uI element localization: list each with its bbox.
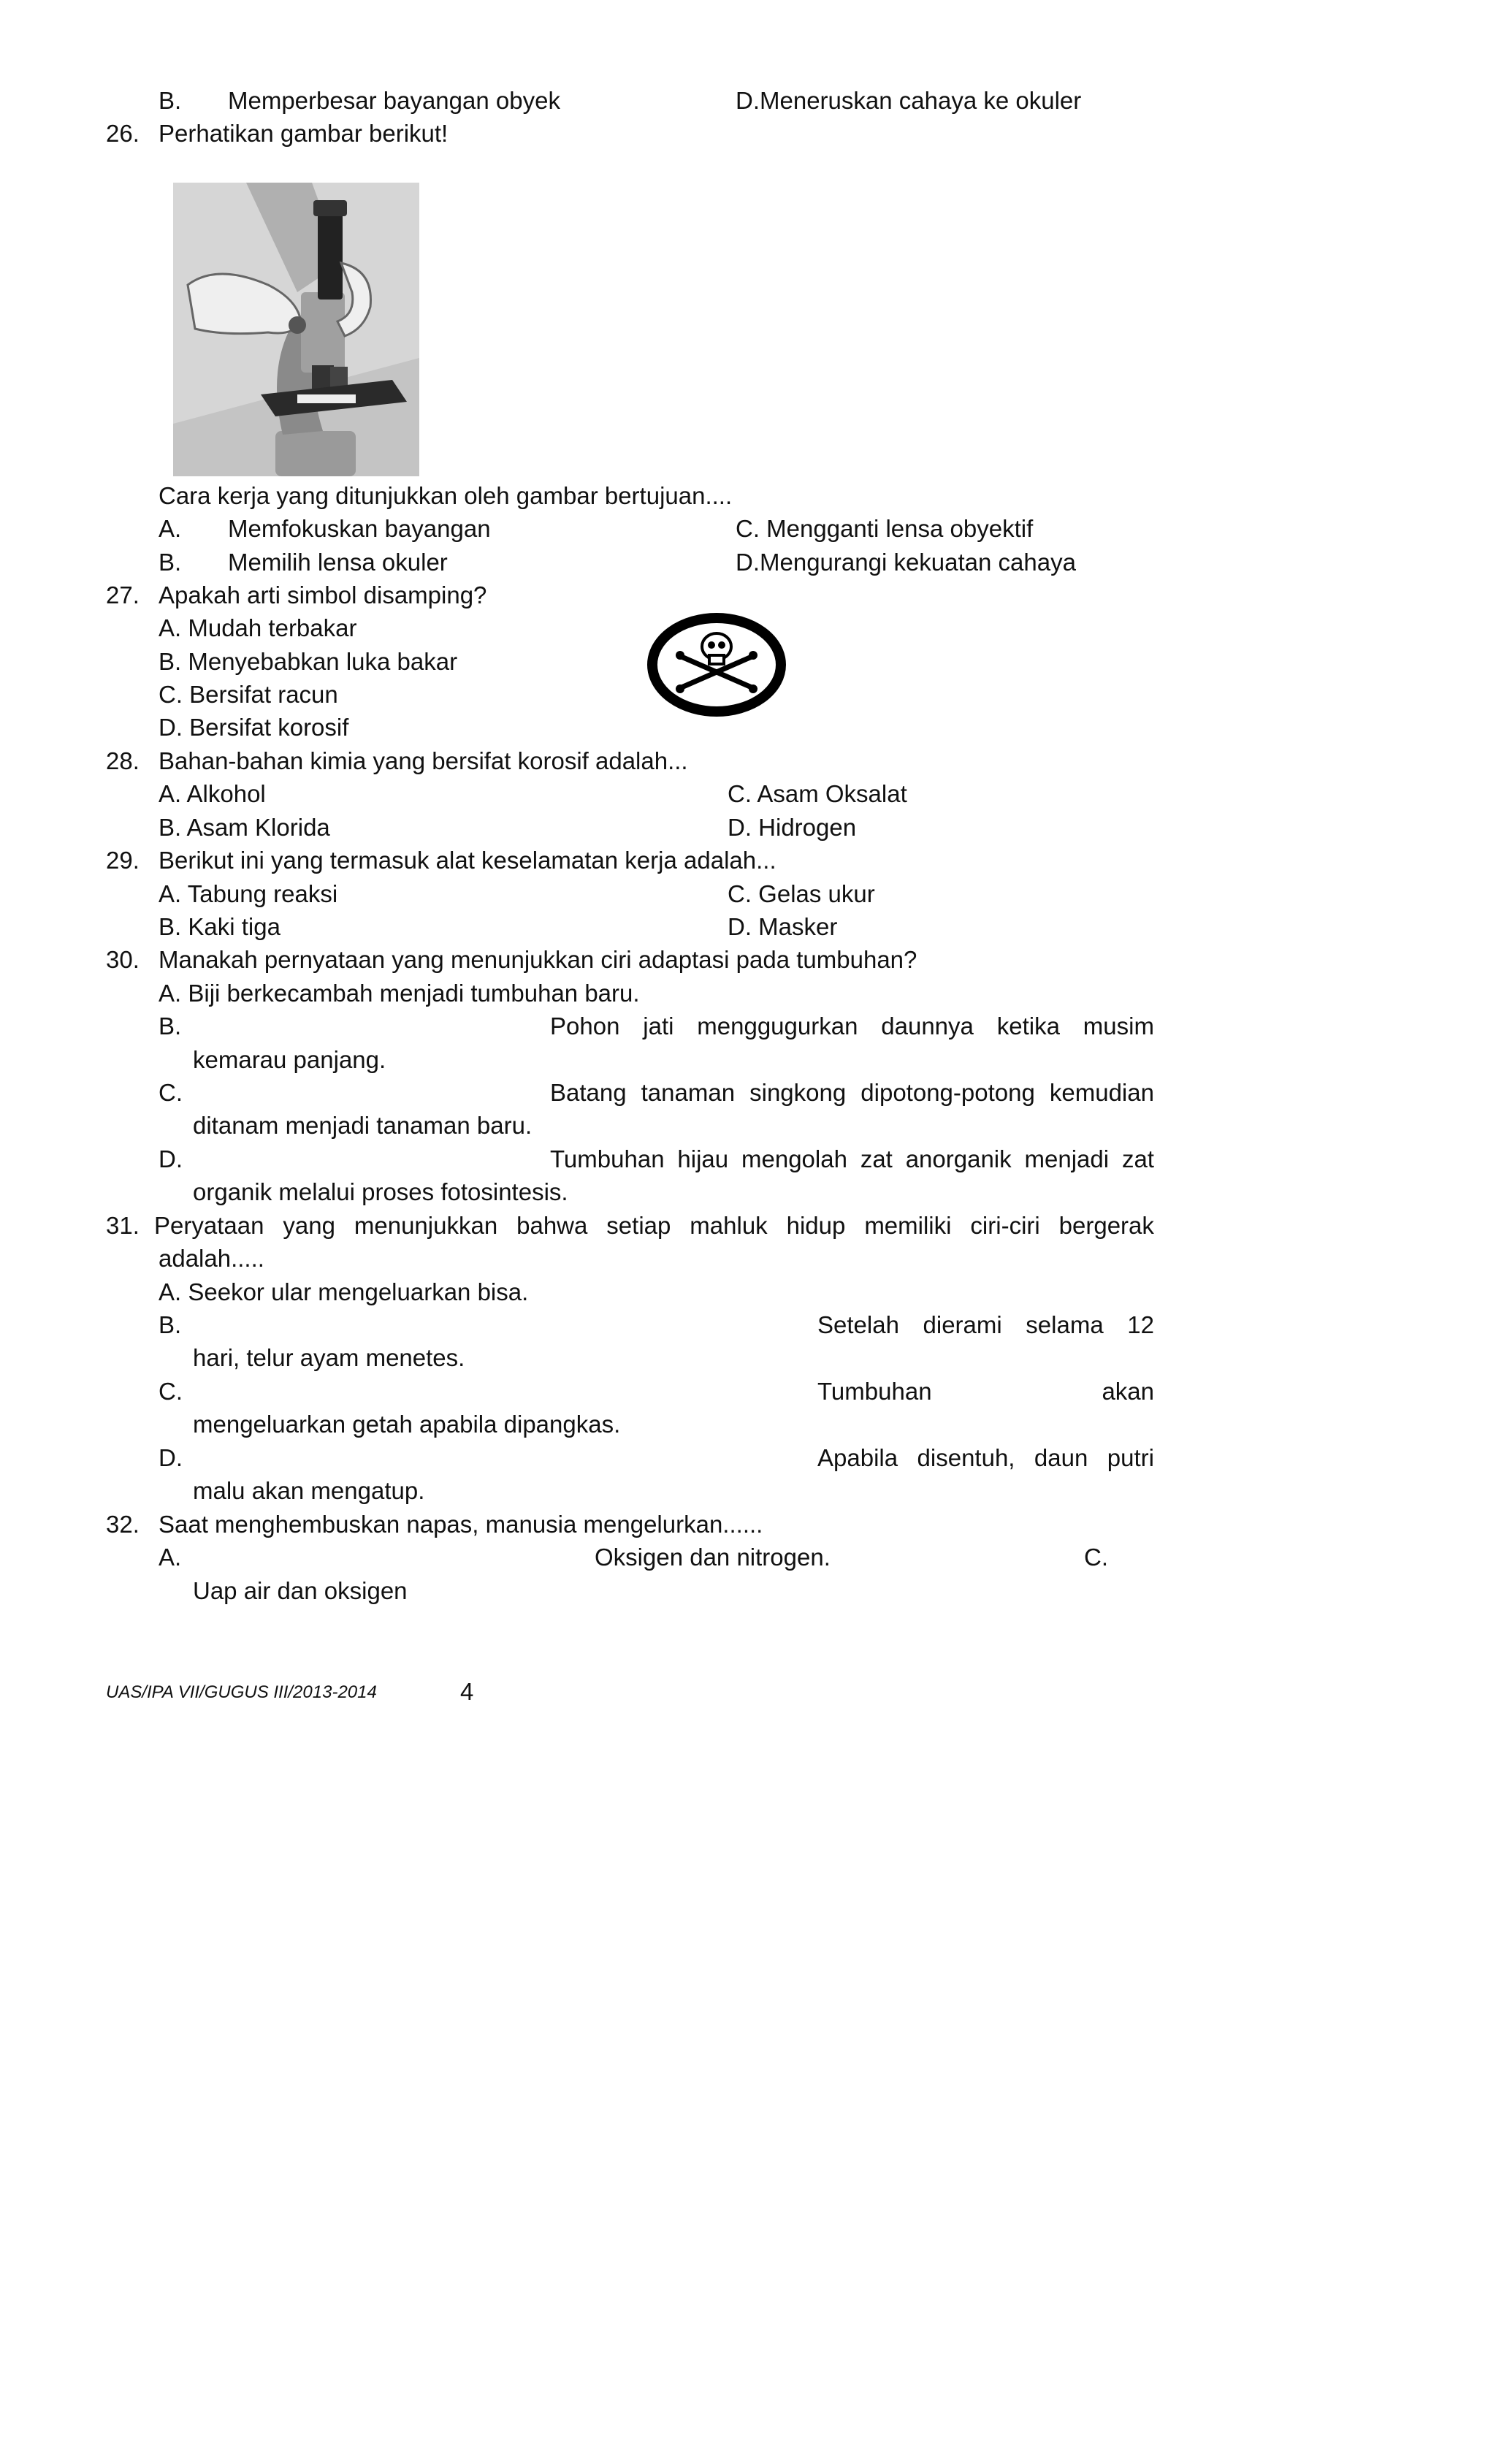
word: putri	[1107, 1444, 1154, 1471]
q26-number: 26.	[106, 120, 140, 147]
word: Setelah	[817, 1311, 899, 1338]
word: hijau	[677, 1145, 729, 1172]
microscope-photo	[173, 183, 419, 476]
q26-option-d: D.Mengurangi kekuatan cahaya	[736, 549, 1076, 576]
word: selama	[1026, 1311, 1104, 1338]
word: ciri-ciri	[970, 1212, 1040, 1239]
word: akan	[1102, 1378, 1154, 1405]
poison-skull-icon	[646, 611, 787, 718]
q27-option-b: B. Menyebabkan luka bakar	[159, 648, 458, 675]
q32-option-a-letter: A.	[159, 1544, 182, 1571]
q32-option-c-letter: C.	[1084, 1544, 1108, 1571]
q28-option-b: B. Asam Klorida	[159, 814, 330, 841]
word: bergerak	[1058, 1212, 1154, 1239]
q26-option-c: C. Mengganti lensa obyektif	[736, 515, 1034, 542]
q26-stem: Cara kerja yang ditunjukkan oleh gambar bertujuan....	[159, 482, 733, 509]
q29-number: 29.	[106, 847, 140, 874]
q31-prompt-line1	[154, 1211, 1154, 1240]
q28-number: 28.	[106, 747, 140, 774]
q30-prompt: Manakah pernyataan yang menunjukkan ciri adaptasi pada tumbuhan?	[159, 946, 917, 973]
q25-option-b: Memperbesar bayangan obyek	[228, 87, 560, 114]
q28-option-d: D. Hidrogen	[728, 814, 857, 841]
word: zat	[860, 1145, 893, 1172]
q31-option-c-letter: C.	[159, 1378, 183, 1405]
page-number: 4	[460, 1678, 474, 1705]
word: anorganik	[905, 1145, 1012, 1172]
q27-option-d: D. Bersifat korosif	[159, 714, 349, 741]
q29-option-c: C. Gelas ukur	[728, 880, 875, 907]
q30-option-b-letter: B.	[159, 1012, 182, 1040]
word: Pohon	[550, 1012, 620, 1040]
word: dierami	[923, 1311, 1002, 1338]
q29-option-b: B. Kaki tiga	[159, 913, 280, 940]
q30-option-a: A. Biji berkecambah menjadi tumbuhan baru.	[159, 980, 640, 1007]
q30-option-c-letter: C.	[159, 1079, 183, 1106]
word: 12	[1127, 1311, 1154, 1338]
q30-number: 30.	[106, 946, 140, 973]
q31-option-d-line2: malu akan mengatup.	[193, 1477, 425, 1504]
word: mengolah	[741, 1145, 847, 1172]
q30-option-d-line1	[550, 1145, 1154, 1174]
word: disentuh,	[917, 1444, 1015, 1471]
q31-option-b-line2: hari, telur ayam menetes.	[193, 1344, 465, 1371]
word: zat	[1121, 1145, 1154, 1172]
q32-number: 32.	[106, 1511, 140, 1538]
q30-option-c-line2: ditanam menjadi tanaman baru.	[193, 1112, 533, 1139]
q27-option-c: C. Bersifat racun	[159, 681, 338, 708]
q30-option-b-line2: kemarau panjang.	[193, 1046, 386, 1073]
word: kemudian	[1049, 1079, 1154, 1106]
q26-prompt: Perhatikan gambar berikut!	[159, 120, 449, 147]
q26-option-b: Memilih lensa okuler	[228, 549, 448, 576]
word: tanaman	[641, 1079, 736, 1106]
word: Tumbuhan	[817, 1378, 932, 1405]
q28-prompt: Bahan-bahan kimia yang bersifat korosif adalah...	[159, 747, 688, 774]
q31-option-a: A. Seekor ular mengeluarkan bisa.	[159, 1278, 529, 1305]
word: yang	[283, 1212, 335, 1239]
word: menggugurkan	[697, 1012, 858, 1040]
microscope-illustration	[173, 183, 419, 476]
word: daun	[1034, 1444, 1088, 1471]
q27-prompt: Apakah arti simbol disamping?	[159, 581, 487, 609]
q30-option-b-line1	[550, 1012, 1154, 1041]
word: Tumbuhan	[550, 1145, 665, 1172]
q29-prompt: Berikut ini yang termasuk alat keselamatan kerja adalah...	[159, 847, 776, 874]
word: jati	[643, 1012, 674, 1040]
q32-prompt: Saat menghembuskan napas, manusia mengelurkan......	[159, 1511, 763, 1538]
q29-option-a: A. Tabung reaksi	[159, 880, 338, 907]
q30-option-d-letter: D.	[159, 1145, 183, 1172]
footer-label: UAS/IPA VII/GUGUS III/2013-2014	[106, 1682, 377, 1702]
q27-number: 27.	[106, 581, 140, 609]
word: menjadi	[1024, 1145, 1110, 1172]
q31-option-d-letter: D.	[159, 1444, 183, 1471]
word: dipotong-potong	[860, 1079, 1035, 1106]
q31-option-d-line1	[817, 1443, 1154, 1473]
q29-option-d: D. Masker	[728, 913, 838, 940]
q32-option-a: Oksigen dan nitrogen.	[595, 1544, 831, 1571]
word: mahluk	[690, 1212, 768, 1239]
q26-option-b-letter: B.	[159, 549, 182, 576]
word: daunnya	[881, 1012, 974, 1040]
q27-option-a: A. Mudah terbakar	[159, 614, 357, 641]
q28-option-a: A. Alkohol	[159, 780, 266, 807]
q28-option-c: C. Asam Oksalat	[728, 780, 907, 807]
word: setiap	[606, 1212, 671, 1239]
q25-option-d: D.Meneruskan cahaya ke okuler	[736, 87, 1082, 114]
word: musim	[1083, 1012, 1154, 1040]
word: Batang	[550, 1079, 627, 1106]
q30-option-c-line1	[550, 1078, 1154, 1107]
q30-option-d-line2: organik melalui proses fotosintesis.	[193, 1178, 568, 1205]
q26-option-a: Memfokuskan bayangan	[228, 515, 491, 542]
q26-option-a-letter: A.	[159, 515, 182, 542]
q25-option-b-letter: B.	[159, 87, 182, 114]
word: Peryataan	[154, 1212, 264, 1239]
q31-prompt-line2: adalah.....	[159, 1245, 264, 1272]
q31-option-b-letter: B.	[159, 1311, 182, 1338]
word: memiliki	[864, 1212, 952, 1239]
word: menunjukkan	[354, 1212, 498, 1239]
q31-option-c-line2: mengeluarkan getah apabila dipangkas.	[193, 1411, 621, 1438]
q31-number: 31.	[106, 1212, 140, 1239]
word: Apabila	[817, 1444, 898, 1471]
word: singkong	[749, 1079, 847, 1106]
word: hidup	[786, 1212, 846, 1239]
word: bahwa	[516, 1212, 588, 1239]
q32-option-c-line2: Uap air dan oksigen	[193, 1577, 408, 1604]
word: ketika	[996, 1012, 1060, 1040]
q31-option-c-line1	[817, 1377, 1154, 1406]
q31-option-b-line1	[817, 1311, 1154, 1340]
